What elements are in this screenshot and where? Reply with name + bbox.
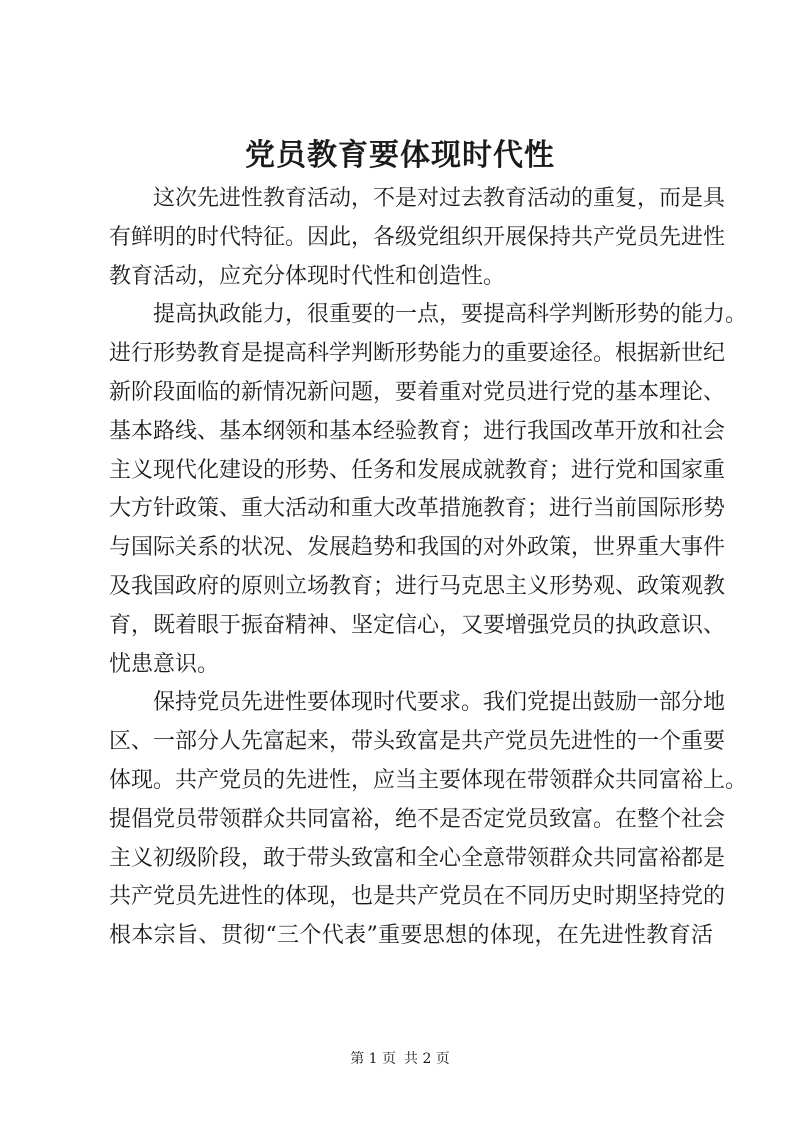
paragraph-line: 体现。共产党员的先进性，应当主要体现在带领群众共同富裕上。 [109,767,748,793]
paragraph-2 [109,296,748,684]
document-body [109,180,748,956]
paragraph-line: 育，既着眼于振奋精神、坚定信心，又要增强党员的执政意识、 [109,612,726,638]
paragraph-line: 新阶段面临的新情况新问题，要着重对党员进行党的基本理论、 [109,379,726,405]
paragraph-line: 根本宗旨、贯彻“三个代表”重要思想的体现，在先进性教育活 [109,923,713,949]
page-footer [0,1049,800,1069]
paragraph-line: 进行形势教育是提高科学判断形势能力的重要途径。根据新世纪 [109,341,726,367]
paragraph-line: 区、一部分人先富起来，带头致富是共产党员先进性的一个重要 [109,729,726,755]
paragraph-line: 共产党员先进性的体现，也是共产党员在不同历史时期坚持党的 [109,884,726,910]
paragraph-line: 忧患意识。 [109,651,220,677]
page-total: 共 2 页 [404,1051,450,1067]
paragraph-line: 主义现代化建设的形势、任务和发展成就教育；进行党和国家重 [109,457,726,483]
paragraph-line: 主义初级阶段，敢于带头致富和全心全意带领群众共同富裕都是 [109,845,726,871]
paragraph-line: 有鲜明的时代特征。因此，各级党组织开展保持共产党员先进性 [109,224,726,250]
paragraph-line: 大方针政策、重大活动和重大改革措施教育；进行当前国际形势 [109,496,726,522]
paragraph-line: 教育活动，应充分体现时代性和创造性。 [109,263,506,289]
paragraph-line: 提高执政能力，很重要的一点，要提高科学判断形势的能力。 [153,302,748,328]
paragraph-line: 保持党员先进性要体现时代要求。我们党提出鼓励一部分地 [153,690,726,716]
paragraph-line: 及我国政府的原则立场教育；进行马克思主义形势观、政策观教 [109,573,726,599]
paragraph-line: 与国际关系的状况、发展趋势和我国的对外政策，世界重大事件 [109,535,726,561]
page-number: 第 1 页 [350,1051,396,1067]
paragraph-line: 这次先进性教育活动，不是对过去教育活动的重复，而是具 [153,186,726,211]
paragraph-1 [109,180,726,296]
paragraph-3 [109,684,748,956]
paragraph-line: 提倡党员带领群众共同富裕，绝不是否定党员致富。在整个社会 [109,806,726,832]
document-title: 党员教育要体现时代性 [245,138,555,173]
paragraph-line: 基本路线、基本纲领和基本经验教育；进行我国改革开放和社会 [109,418,726,444]
